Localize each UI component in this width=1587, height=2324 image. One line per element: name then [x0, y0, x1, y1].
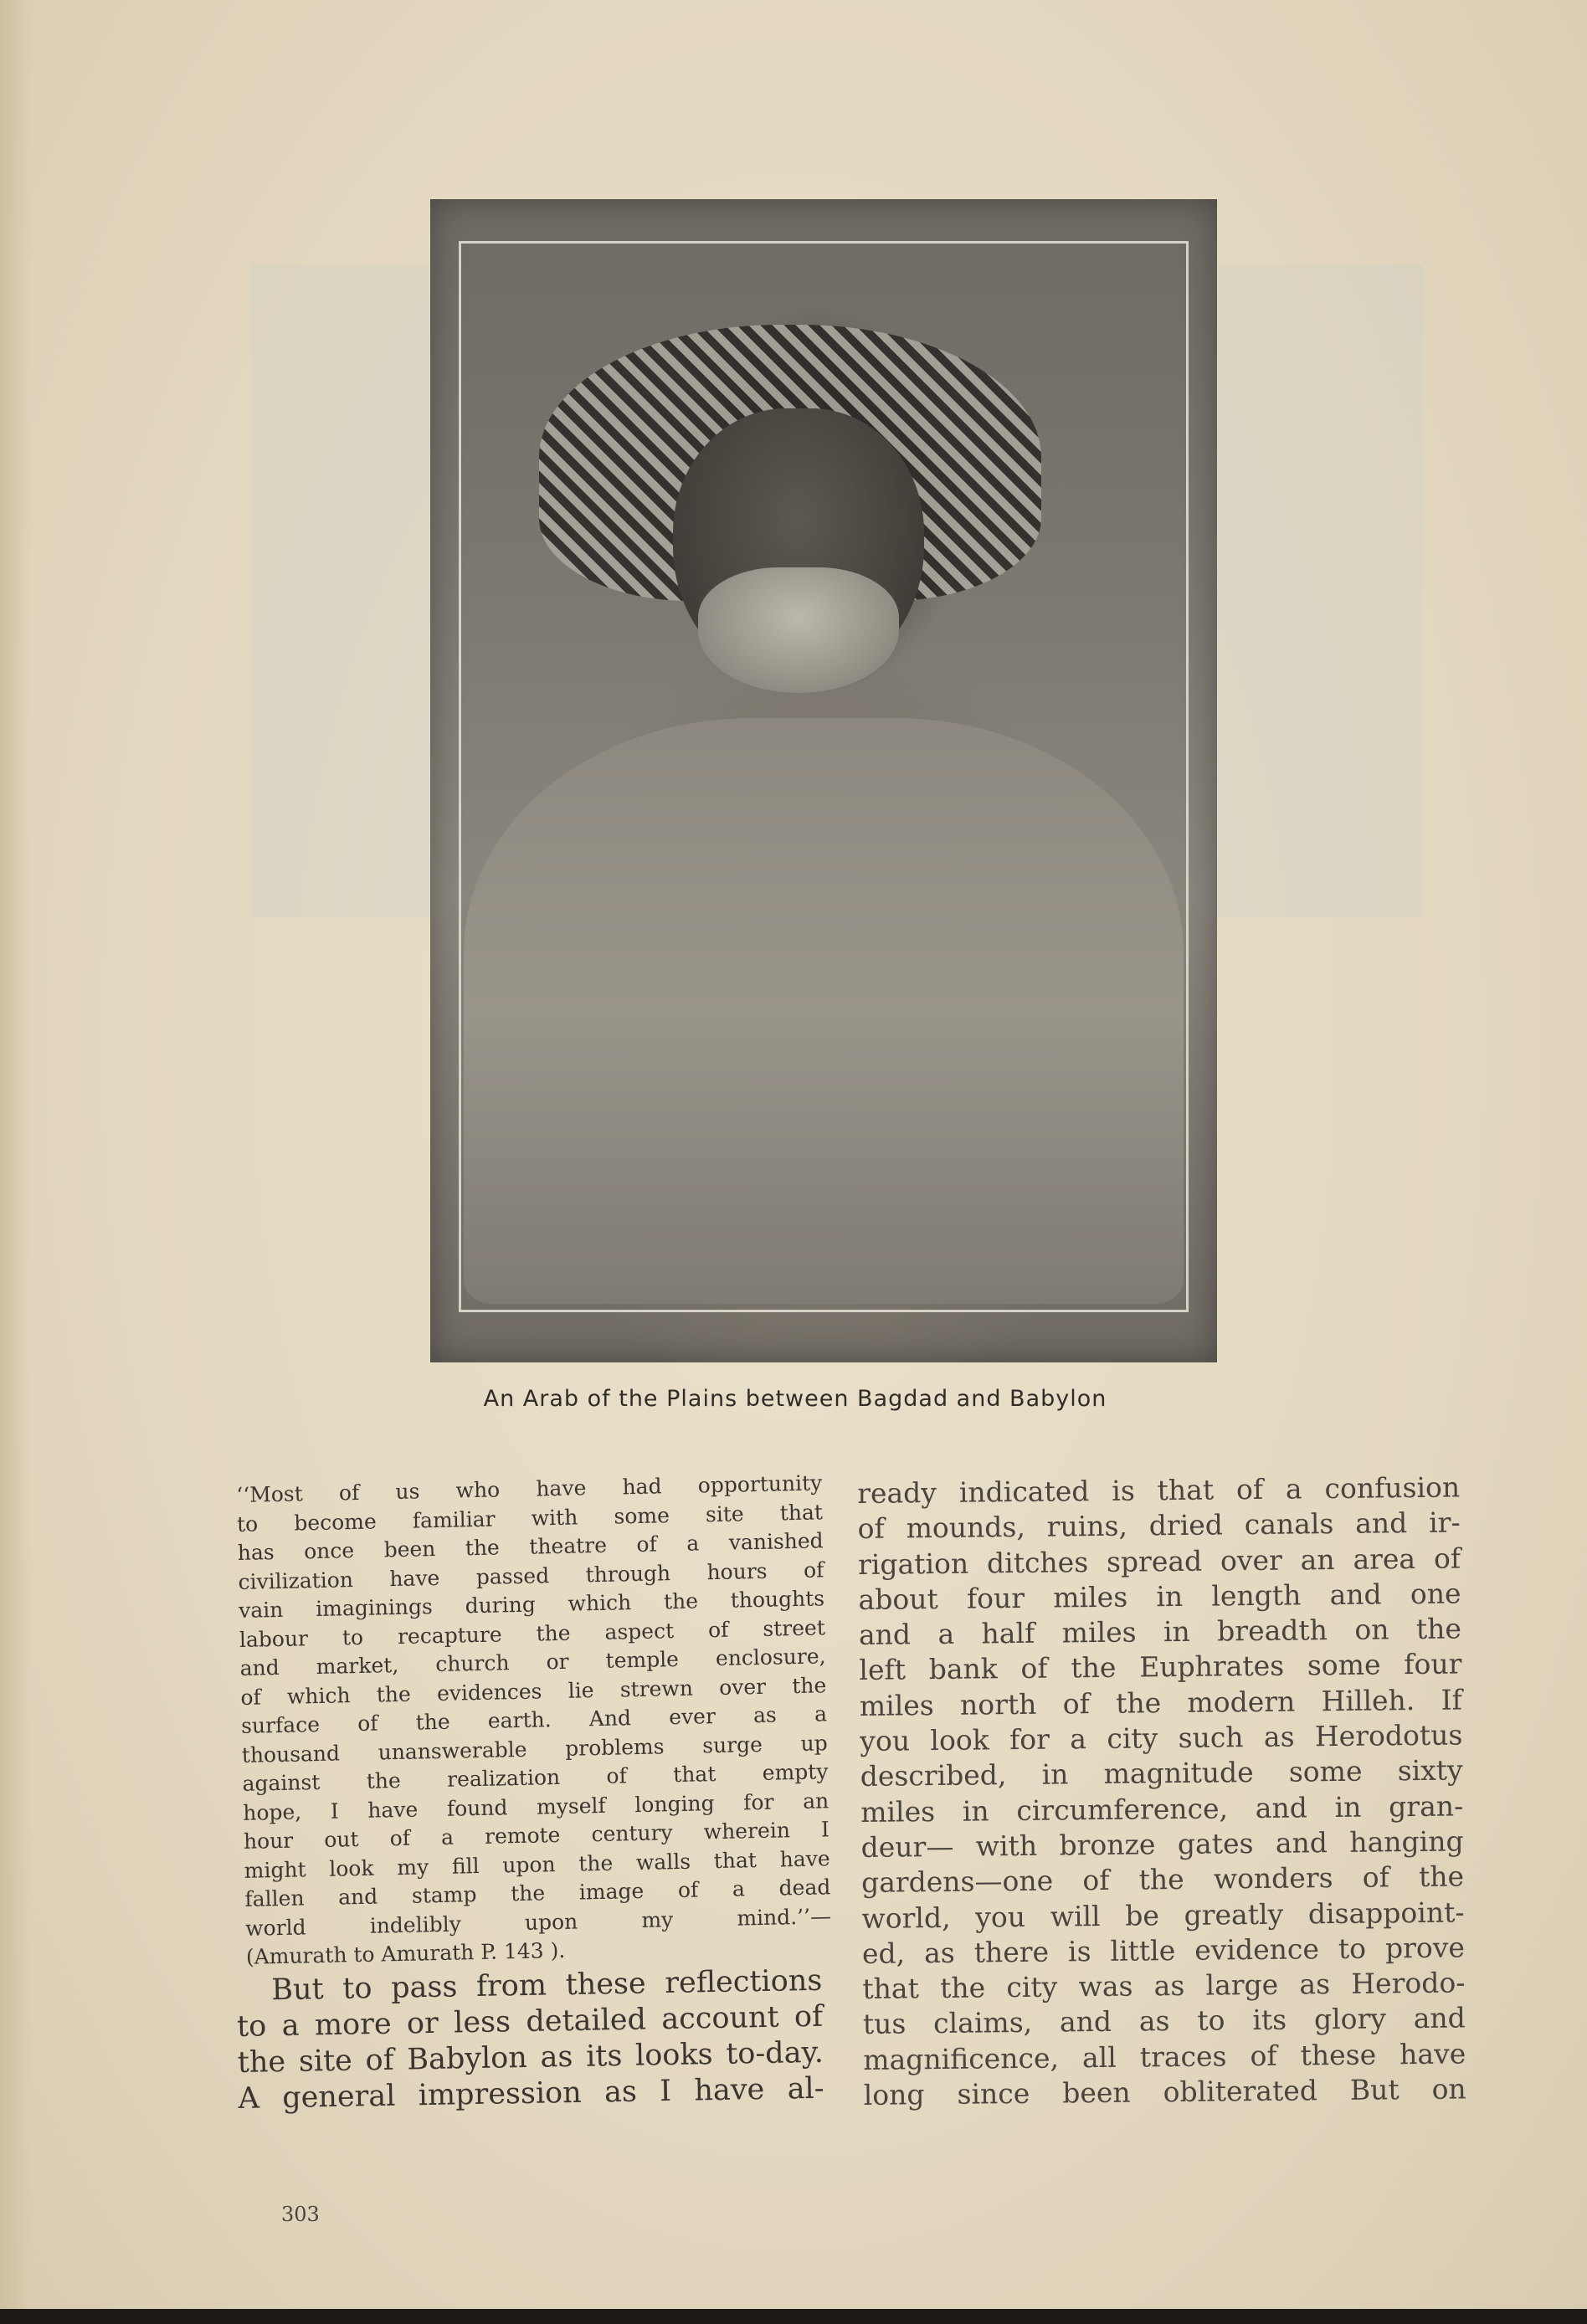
body-line: But to pass from these reflections	[271, 1963, 823, 2008]
page-number: 303	[281, 2203, 320, 2226]
quote-line: world indelibly upon my mind.’’—	[244, 1903, 832, 1941]
quote-line: to become familiar with some site that	[236, 1499, 824, 1537]
quote-line: civilization have passed through hours of	[238, 1557, 824, 1594]
quote-line: has once been the theatre of a vanished	[237, 1528, 824, 1565]
quote-line: of which the evidences lie strewn over the	[240, 1672, 827, 1710]
body-line: of mounds, ruins, dried canals and ir-	[857, 1506, 1461, 1546]
quote-line: thousand unanswerable problems surge up	[241, 1730, 828, 1767]
body-text-right	[857, 1470, 1466, 2113]
body-line: described, in magnitude some sixty	[860, 1753, 1463, 1793]
body-line: A general impression as I have al-	[238, 2071, 824, 2116]
quote-line: labour to recapture the aspect of street	[239, 1614, 826, 1652]
body-line: left bank of the Euphrates some four	[859, 1647, 1462, 1687]
body-line: deur— with bronze gates and hanging	[860, 1824, 1464, 1864]
body-line: you look for a city such as Herodotus	[860, 1718, 1463, 1758]
quotation-block	[236, 1469, 832, 1972]
quote-line: might look my fill upon the walls that have	[244, 1845, 830, 1883]
body-line: tus claims, and as to its glory and	[862, 2001, 1466, 2041]
body-line: and a half miles in breadth on the	[858, 1612, 1462, 1652]
quote-line: fallen and stamp the image of a dead	[244, 1875, 831, 1911]
body-line: miles north of the modern Hilleh. If	[859, 1683, 1463, 1722]
page-gutter-shadow	[0, 0, 30, 2324]
quote-line: hope, I have found myself longing for an	[242, 1788, 829, 1825]
body-line: long since been obliterated But on	[863, 2072, 1466, 2112]
photo-caption: An Arab of the Plains between Bagdad and Babylon	[483, 1386, 1107, 1412]
body-line: ed, as there is little evidence to prove	[861, 1931, 1466, 1970]
body-line: magnificence, all traces of these have	[863, 2037, 1466, 2076]
body-line: that the city was as large as Herodo-	[862, 1966, 1466, 2006]
body-line: ready indicated is that of a confusion	[857, 1470, 1461, 1510]
quote-line: hour out of a remote century wherein I	[243, 1817, 830, 1854]
body-line: gardens—one of the wonders of the	[860, 1860, 1465, 1900]
quote-citation: (Amurath to Amurath P. 143 ).	[245, 1937, 566, 1969]
quote-line: against the realization of that empty	[242, 1759, 829, 1796]
body-line: miles in circumference, and in gran-	[860, 1789, 1464, 1829]
quote-line: surface of the earth. And ever as a	[240, 1701, 828, 1738]
body-line: to a more or less detailed account of	[236, 1999, 824, 2044]
body-line: world, you will be greatly disappoint-	[861, 1895, 1465, 1935]
photo-inner-frame	[459, 241, 1189, 1312]
body-line: rigation ditches spread over an area of	[857, 1542, 1461, 1581]
portrait-photograph	[430, 199, 1217, 1362]
body-line: about four miles in length and one	[858, 1577, 1461, 1616]
quote-line: and market, church or temple enclosure,	[239, 1644, 826, 1680]
page-bottom-edge	[0, 2309, 1587, 2324]
body-line: the site of Babylon as its looks to-day.	[237, 2035, 824, 2080]
quote-line: ‘‘Most of us who have had opportunity	[236, 1470, 823, 1507]
quote-line: vain imaginings during which the thoughts	[238, 1586, 825, 1623]
body-text-left	[236, 1963, 824, 2117]
